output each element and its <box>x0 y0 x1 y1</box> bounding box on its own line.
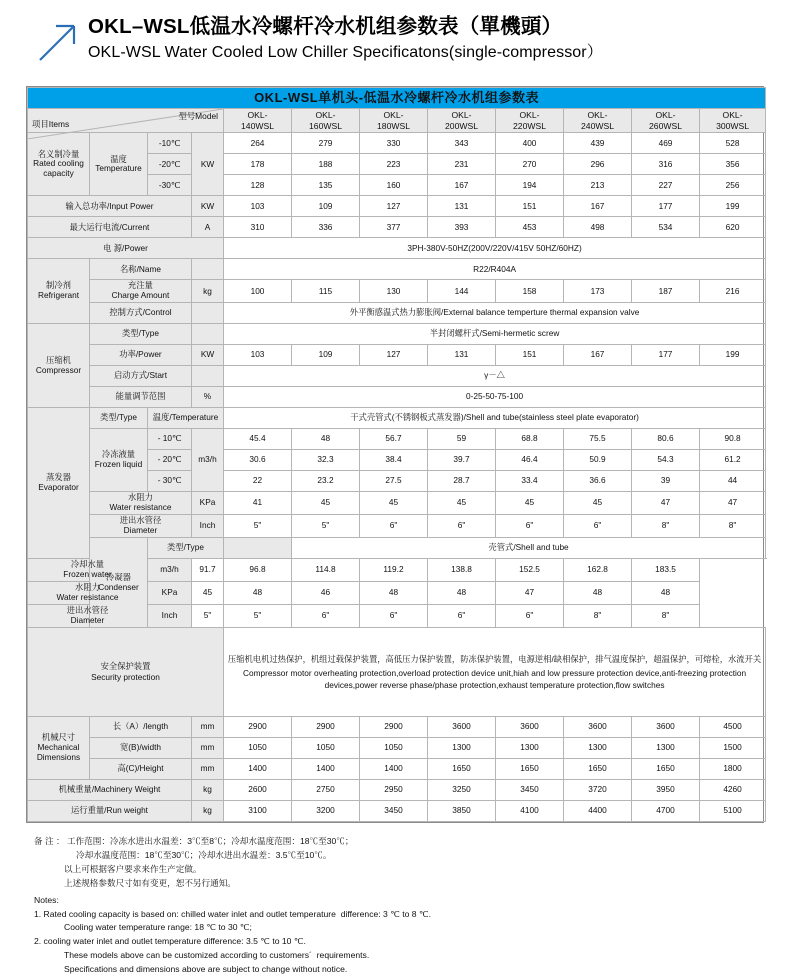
cell: 6" <box>564 515 632 538</box>
cell: 620 <box>700 217 766 238</box>
cell: 227 <box>632 175 700 196</box>
unit-capacity-range: % <box>192 387 224 408</box>
cell: 3250 <box>428 779 496 800</box>
cell: 151 <box>496 196 564 217</box>
cell: 264 <box>224 133 292 154</box>
cell: 103 <box>224 345 292 366</box>
cell: 30.6 <box>224 450 292 471</box>
cell: 27.5 <box>360 471 428 492</box>
value-condenser-type: 壳管式/Shell and tube <box>292 538 766 559</box>
cell: 131 <box>428 196 496 217</box>
corner-model-label: 型号Model <box>178 111 218 121</box>
label-cooling-water: 冷却水量 Frozen water <box>28 559 148 582</box>
note-cn-1: 备 注 ： 工作范围：冷冻水进出水温差：3℃至8℃；冷却水温度范围：18℃至30℃； <box>34 835 354 846</box>
row-run-weight <box>28 800 766 821</box>
unit-compressor-start <box>192 366 224 387</box>
frozen-liquid-temp-30: - 30℃ <box>148 471 192 492</box>
cell: 46.4 <box>496 450 564 471</box>
cell: 1050 <box>224 737 292 758</box>
unit-length: mm <box>192 716 224 737</box>
cell: 1300 <box>564 737 632 758</box>
cell: 91.7 <box>192 559 224 582</box>
model-col-2: OKL- 160WSL <box>292 109 360 133</box>
label-evaporator-temperature: 温度/Temperature <box>148 408 224 429</box>
cell: 50.9 <box>564 450 632 471</box>
cell: 48 <box>292 429 360 450</box>
row-security-protection <box>28 627 766 716</box>
frozen-liquid-temp-20: - 20℃ <box>148 450 192 471</box>
cell: 90.8 <box>700 429 766 450</box>
model-col-1: OKL- 140WSL <box>224 109 292 133</box>
table-banner: OKL-WSL单机头-低温水冷螺杆冷水机组参数表 <box>28 88 766 109</box>
row-condenser-type <box>28 538 766 559</box>
row-condenser-diameter <box>28 605 766 628</box>
cell: 3200 <box>292 800 360 821</box>
notes-en-title: Notes: <box>34 894 59 905</box>
row-evaporator-diameter <box>28 515 766 538</box>
cell: 127 <box>360 196 428 217</box>
note-cn-2: 冷却水温度范围：18℃至30℃；冷却水进出水温差：3.5℃至10℃。 <box>76 849 332 860</box>
cell: 114.8 <box>292 559 360 582</box>
cell: 41 <box>224 492 292 515</box>
temp-minus20-label: -20℃ <box>148 154 192 175</box>
cell: 3450 <box>360 800 428 821</box>
cell: 151 <box>496 345 564 366</box>
cell: 173 <box>564 280 632 303</box>
label-condenser-diameter: 进出水管径 Diameter <box>28 605 148 628</box>
page-title-en: OKL-WSL Water Cooled Low Chiller Specificatons(single-compressor） <box>88 43 603 61</box>
cell: 199 <box>700 196 766 217</box>
row-condenser-water <box>28 559 766 582</box>
items-model-corner <box>28 109 224 133</box>
label-length: 长（A）/length <box>90 716 192 737</box>
security-text-cn: 压缩机电机过热保护，机组过载保护装置，高低压力保护装置，防冻保护装置，电源逆相/缺相保护，排气温度保护，超温保护，可熔栓，水流开关 <box>227 653 762 664</box>
cell: 1050 <box>360 737 428 758</box>
label-compressor-start: 启动方式/Start <box>90 366 192 387</box>
cell: 33.4 <box>496 471 564 492</box>
cell: 534 <box>632 217 700 238</box>
arrow-up-right-icon <box>34 18 82 64</box>
cell: 1650 <box>428 758 496 779</box>
label-evaporator-diameter: 进出水管径 Diameter <box>90 515 192 538</box>
unit-refrigerant-name <box>192 259 224 280</box>
cell: 3600 <box>564 716 632 737</box>
unit-machine-weight: kg <box>192 779 224 800</box>
label-security-protection: 安全保护装置 Security protection <box>28 627 224 716</box>
cell: 158 <box>496 280 564 303</box>
cell: 127 <box>360 345 428 366</box>
unit-evaporator-water-resistance: KPa <box>192 492 224 515</box>
frozen-liquid-temp-10: - 10℃ <box>148 429 192 450</box>
cell: 48 <box>428 582 496 605</box>
label-frozen-liquid: 冷冻液量 Frozen liquid <box>90 429 148 492</box>
value-compressor-start: γ－△ <box>224 366 766 387</box>
note-en-2: Cooling water temperature range: 18 ℃ to 30 ℃; <box>64 922 252 933</box>
cell: 56.7 <box>360 429 428 450</box>
cell: 45 <box>428 492 496 515</box>
cell: 528 <box>700 133 766 154</box>
unit-width: mm <box>192 737 224 758</box>
value-control: 外平衡感温式热力膨胀阀/External balance temperture thermal expansion valve <box>224 303 766 324</box>
cell: 138.8 <box>428 559 496 582</box>
cell: 119.2 <box>360 559 428 582</box>
cell: 377 <box>360 217 428 238</box>
unit-evaporator-diameter: Inch <box>192 515 224 538</box>
row-frozen-liquid-10 <box>28 429 766 450</box>
cell: 59 <box>428 429 496 450</box>
cell: 1050 <box>292 737 360 758</box>
row-evaporator-type <box>28 408 766 429</box>
page-header <box>0 0 790 64</box>
cell: 44 <box>700 471 766 492</box>
cell: 61.2 <box>700 450 766 471</box>
cell: 5100 <box>700 800 766 821</box>
cell: 1650 <box>496 758 564 779</box>
cell: 216 <box>700 280 766 303</box>
value-evaporator-type: 干式壳管式(不锈钢板式蒸发器)/Shell and tube(stainless steel plate evaporator) <box>224 408 766 429</box>
unit-cooling-capacity: KW <box>192 133 224 196</box>
cell: 135 <box>292 175 360 196</box>
unit-max-current: A <box>192 217 224 238</box>
cell: 177 <box>632 196 700 217</box>
cell: 115 <box>292 280 360 303</box>
cell: 3950 <box>632 779 700 800</box>
cell: 316 <box>632 154 700 175</box>
cell: 1400 <box>292 758 360 779</box>
row-capacity-range <box>28 387 766 408</box>
cell: 22 <box>224 471 292 492</box>
row-refrigerant-charge <box>28 280 766 303</box>
note-en-3: 2. cooling water inlet and outlet temperature difference: 3.5 ℃ to 10 ℃. <box>34 936 306 947</box>
cell: 167 <box>564 196 632 217</box>
label-evaporator-type: 类型/Type <box>90 408 148 429</box>
cell: 336 <box>292 217 360 238</box>
temp-minus10-label: -10℃ <box>148 133 192 154</box>
cell: 2600 <box>224 779 292 800</box>
spec-table-wrapper <box>26 86 764 823</box>
cell: 1650 <box>564 758 632 779</box>
spec-table <box>27 87 766 822</box>
label-condenser-type: 类型/Type <box>148 538 224 559</box>
note-en-5: Specifications and dimensions above are subject to change without notice. <box>64 964 348 975</box>
cell: 199 <box>700 345 766 366</box>
label-compressor-type: 类型/Type <box>90 324 192 345</box>
cell: 75.5 <box>564 429 632 450</box>
cell: 39 <box>632 471 700 492</box>
cell: 1800 <box>700 758 766 779</box>
label-evaporator: 蒸发器 Evaporator <box>28 408 90 559</box>
cell: 47 <box>632 492 700 515</box>
label-rated-cooling-capacity: 名义制冷量 Rated cooling capacity <box>28 133 90 196</box>
row-refrigerant-name <box>28 259 766 280</box>
cell: 45 <box>360 492 428 515</box>
cell: 194 <box>496 175 564 196</box>
cell: 3850 <box>428 800 496 821</box>
cell: 100 <box>224 280 292 303</box>
notes-block <box>34 835 760 977</box>
cell: 167 <box>428 175 496 196</box>
cell: 48 <box>360 582 428 605</box>
cell: 5" <box>292 515 360 538</box>
cell: 48 <box>564 582 632 605</box>
cell: 270 <box>496 154 564 175</box>
cell: 45 <box>564 492 632 515</box>
cell: 469 <box>632 133 700 154</box>
unit-control <box>192 303 224 324</box>
cell: 5" <box>224 515 292 538</box>
cell: 47 <box>700 492 766 515</box>
label-refrigerant: 制冷剂 Refrigerant <box>28 259 90 324</box>
unit-condenser-water-resistance: KPa <box>148 582 192 605</box>
cell: 393 <box>428 217 496 238</box>
unit-condenser-diameter: Inch <box>148 605 192 628</box>
label-mechanical-dimensions: 机械尺寸 Mechanical Dimensions <box>28 716 90 779</box>
cell: 6" <box>428 605 496 628</box>
cell: 36.6 <box>564 471 632 492</box>
row-compressor-power <box>28 345 766 366</box>
value-capacity-range: 0-25-50-75-100 <box>224 387 766 408</box>
cell: 68.8 <box>496 429 564 450</box>
value-refrigerant-name: R22/R404A <box>224 259 766 280</box>
note-cn-4: 上述规格参数尺寸如有变更，恕不另行通知。 <box>64 877 236 888</box>
cell: 96.8 <box>224 559 292 582</box>
cell: 1300 <box>496 737 564 758</box>
cell: 39.7 <box>428 450 496 471</box>
cell: 6" <box>360 605 428 628</box>
security-text-en: Compressor motor overheating protection,overload protection device unit,hiah and low pressure protection device,anti-freezing protection devices,power reverse phase/phase protection,exhaust temperature protection,flow switches <box>242 667 747 690</box>
cell: 356 <box>700 154 766 175</box>
label-input-power: 输入总功率/Input Power <box>28 196 192 217</box>
cell: 213 <box>564 175 632 196</box>
unit-compressor-type <box>192 324 224 345</box>
cell: 48 <box>632 582 700 605</box>
cell: 187 <box>632 280 700 303</box>
cell: 3600 <box>632 716 700 737</box>
row-refrigerant-control <box>28 303 766 324</box>
temp-minus30-label: -30℃ <box>148 175 192 196</box>
row-input-power <box>28 196 766 217</box>
model-col-4: OKL- 200WSL <box>428 109 496 133</box>
cell: 4100 <box>496 800 564 821</box>
row-dimension-height <box>28 758 766 779</box>
cell: 8" <box>564 605 632 628</box>
cell: 6" <box>360 515 428 538</box>
cell: 54.3 <box>632 450 700 471</box>
cell: 183.5 <box>632 559 700 582</box>
cell: 3600 <box>496 716 564 737</box>
unit-input-power: KW <box>192 196 224 217</box>
cell: 231 <box>428 154 496 175</box>
cell: 45 <box>292 492 360 515</box>
label-charge-amount: 充注量 Charge Amount <box>90 280 192 303</box>
cell: 1300 <box>632 737 700 758</box>
cell: 109 <box>292 196 360 217</box>
cell: 144 <box>428 280 496 303</box>
label-control: 控制方式/Control <box>90 303 192 324</box>
cell: 4260 <box>700 779 766 800</box>
cell: 343 <box>428 133 496 154</box>
model-col-7: OKL- 260WSL <box>632 109 700 133</box>
table-banner-row <box>28 88 766 109</box>
cell: 2950 <box>360 779 428 800</box>
cell: 1650 <box>632 758 700 779</box>
cell: 131 <box>428 345 496 366</box>
row-dimension-width <box>28 737 766 758</box>
label-refrigerant-name: 名称/Name <box>90 259 192 280</box>
cell: 1500 <box>700 737 766 758</box>
cell: 188 <box>292 154 360 175</box>
cell: 23.2 <box>292 471 360 492</box>
cell: 46 <box>292 582 360 605</box>
label-condenser-water-resistance: 水阻力 Water resistance <box>28 582 148 605</box>
label-capacity-range: 能量调节范围 <box>90 387 192 408</box>
cell: 130 <box>360 280 428 303</box>
cell: 6" <box>496 515 564 538</box>
unit-height: mm <box>192 758 224 779</box>
cell: 177 <box>632 345 700 366</box>
cell: 3100 <box>224 800 292 821</box>
label-temperature: 温度 Temperature <box>90 133 148 196</box>
cell: 128 <box>224 175 292 196</box>
unit-compressor-power: KW <box>192 345 224 366</box>
cell: 8" <box>632 605 700 628</box>
label-height: 高(C)/Height <box>90 758 192 779</box>
cell: 4400 <box>564 800 632 821</box>
model-col-5: OKL- 220WSL <box>496 109 564 133</box>
cell: 2900 <box>292 716 360 737</box>
row-dimension-length <box>28 716 766 737</box>
cell: 2900 <box>224 716 292 737</box>
row-compressor-type <box>28 324 766 345</box>
cell: 152.5 <box>496 559 564 582</box>
model-header-row <box>28 109 766 133</box>
label-evaporator-water-resistance: 水阻力 Water resistance <box>90 492 192 515</box>
cell: 6" <box>292 605 360 628</box>
cell: 162.8 <box>564 559 632 582</box>
cell: 178 <box>224 154 292 175</box>
label-power-supply: 电 源/Power <box>28 238 224 259</box>
cell: 5" <box>224 605 292 628</box>
cell: 4500 <box>700 716 766 737</box>
row-evaporator-water-resistance <box>28 492 766 515</box>
cell: 279 <box>292 133 360 154</box>
cell: 1300 <box>428 737 496 758</box>
corner-items-label: 项目Items <box>32 118 70 129</box>
cell: 6" <box>496 605 564 628</box>
cell: 310 <box>224 217 292 238</box>
note-cn-3: 以上可根据客户要求来作生产定做。 <box>64 863 202 874</box>
row-max-current <box>28 217 766 238</box>
cell: 28.7 <box>428 471 496 492</box>
model-col-3: OKL- 180WSL <box>360 109 428 133</box>
row-machine-weight <box>28 779 766 800</box>
cell: 400 <box>496 133 564 154</box>
label-machine-weight: 机械重量/Machinery Weight <box>28 779 192 800</box>
cell: 3450 <box>496 779 564 800</box>
label-compressor-power: 功率/Power <box>90 345 192 366</box>
cell: 5" <box>192 605 224 628</box>
cell: 160 <box>360 175 428 196</box>
row-compressor-start <box>28 366 766 387</box>
row-power-supply <box>28 238 766 259</box>
cell: 256 <box>700 175 766 196</box>
cell: 80.6 <box>632 429 700 450</box>
cell: 3720 <box>564 779 632 800</box>
cell: 1400 <box>360 758 428 779</box>
cell: 296 <box>564 154 632 175</box>
value-compressor-type: 半封闭螺杆式/Semi-hermetic screw <box>224 324 766 345</box>
cell: 453 <box>496 217 564 238</box>
cell: 3600 <box>428 716 496 737</box>
cell: 167 <box>564 345 632 366</box>
value-power-supply: 3PH-380V-50HZ(200V/220V/415V 50HZ/60HZ) <box>224 238 766 259</box>
label-condenser: 冷凝器 Condenser <box>90 538 148 628</box>
unit-frozen-liquid: m3/h <box>192 429 224 492</box>
cell: 32.3 <box>292 450 360 471</box>
cell: 103 <box>224 196 292 217</box>
page-title-cn: OKL–WSL低温水冷螺杆冷水机组参数表（單機頭） <box>88 15 563 38</box>
unit-charge-amount: kg <box>192 280 224 303</box>
cell: 45 <box>496 492 564 515</box>
cell: 47 <box>496 582 564 605</box>
model-col-6: OKL- 240WSL <box>564 109 632 133</box>
cell: 4700 <box>632 800 700 821</box>
cell: 6" <box>428 515 496 538</box>
label-width: 宽(B)/width <box>90 737 192 758</box>
cell: 45 <box>192 582 224 605</box>
cell: 2900 <box>360 716 428 737</box>
cell: 439 <box>564 133 632 154</box>
unit-cooling-water: m3/h <box>148 559 192 582</box>
unit-run-weight: kg <box>192 800 224 821</box>
cell: 8" <box>700 515 766 538</box>
cell: 109 <box>292 345 360 366</box>
cell: 498 <box>564 217 632 238</box>
value-security-protection <box>224 627 766 716</box>
cell: 223 <box>360 154 428 175</box>
label-compressor: 压缩机 Compressor <box>28 324 90 408</box>
cell: 45.4 <box>224 429 292 450</box>
label-run-weight: 运行重量/Run weight <box>28 800 192 821</box>
cell: 1400 <box>224 758 292 779</box>
cell: 38.4 <box>360 450 428 471</box>
title-block <box>88 14 603 63</box>
cell: 48 <box>224 582 292 605</box>
unit-condenser-type <box>224 538 292 559</box>
note-en-4: These models above can be customized according to customers´ requirements. <box>64 950 370 961</box>
cell: 2750 <box>292 779 360 800</box>
cell: 330 <box>360 133 428 154</box>
label-max-current: 最大运行电流/Current <box>28 217 192 238</box>
note-en-1: 1. Rated cooling capacity is based on: chilled water inlet and outlet temperature difference: 3 ℃ to 8 ℃. <box>34 908 432 919</box>
cell: 8" <box>632 515 700 538</box>
model-col-8: OKL- 300WSL <box>700 109 766 133</box>
